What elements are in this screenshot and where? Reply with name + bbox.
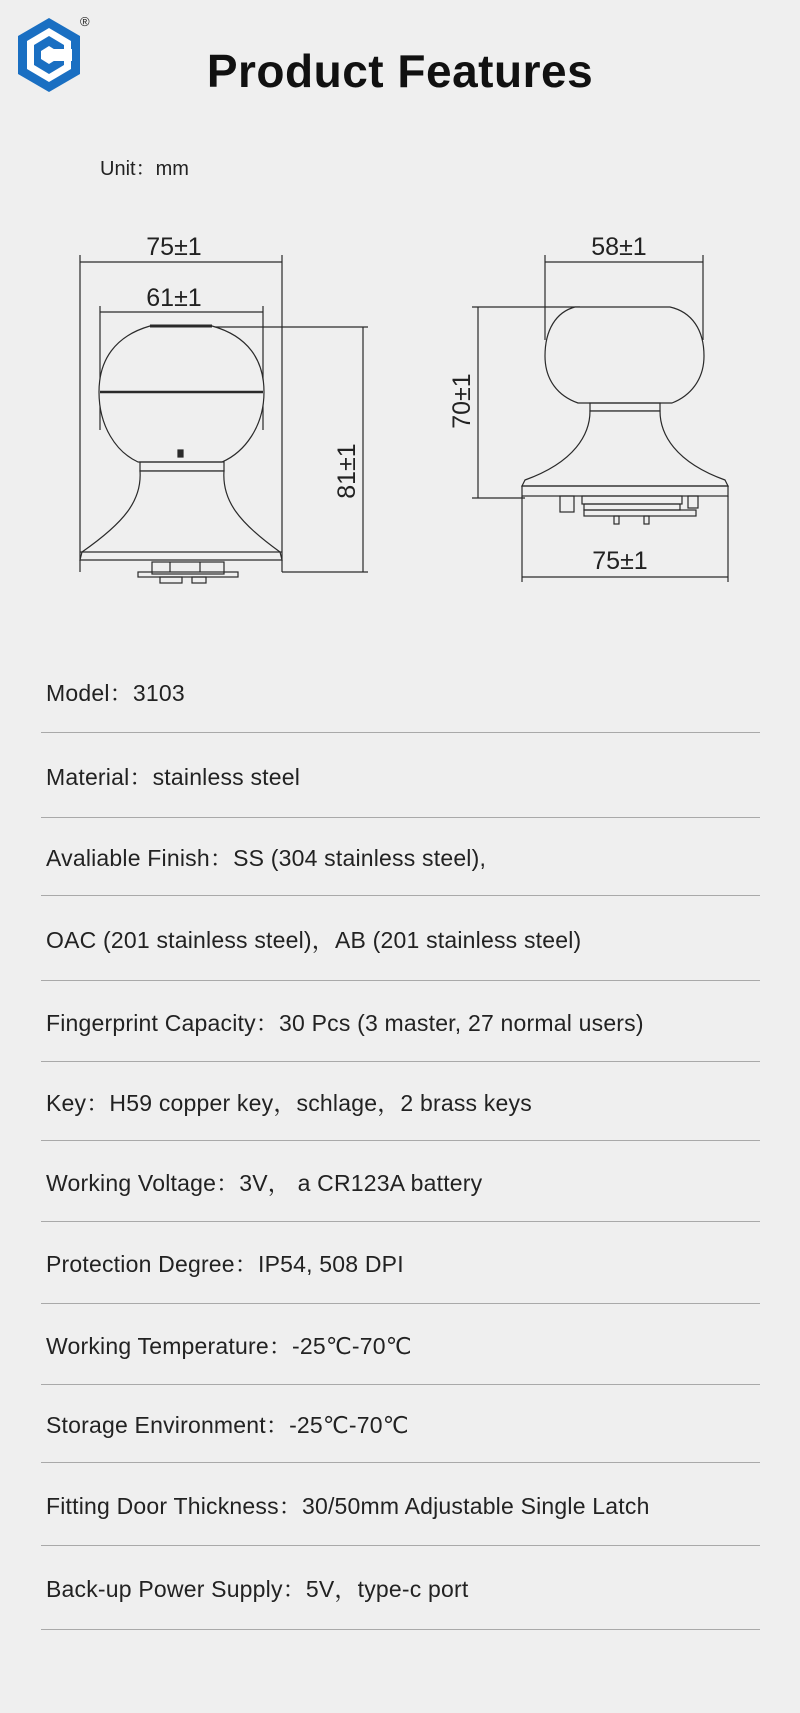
front-view-drawing [80,255,368,583]
spec-material: Material：stainless steel [41,733,760,818]
dim-front-ball-width: 61±1 [146,284,202,312]
spec-finish-continued: OAC (201 stainless steel)，AB (201 stainless steel) [41,896,760,981]
spec-key: Key：H59 copper key，schlage，2 brass keys [41,1062,760,1141]
spec-backup-power: Back-up Power Supply：5V，type-c port [41,1546,760,1630]
unit-label: Unit：mm [100,158,189,180]
side-view-drawing [472,255,728,582]
registered-mark: ® [80,14,90,29]
dim-side-ball-width: 58±1 [591,233,647,261]
spec-door-thickness: Fitting Door Thickness：30/50mm Adjustable Single Latch [41,1463,760,1546]
page-title: Product Features [206,45,594,97]
spec-finish: Avaliable Finish：SS (304 stainless steel), [41,818,760,896]
dim-front-height: 81±1 [333,443,361,499]
spec-fingerprint-capacity: Fingerprint Capacity：30 Pcs (3 master, 27 normal users) [41,981,760,1062]
spec-list [41,650,760,1630]
spec-model: Model：3103 [41,650,760,733]
dimension-drawing [0,200,800,620]
spec-working-temperature: Working Temperature：-25℃-70℃ [41,1304,760,1385]
dim-side-base-width: 75±1 [592,547,648,575]
dim-front-outer-width: 75±1 [146,233,202,261]
spec-working-voltage: Working Voltage：3V， a CR123A battery [41,1141,760,1222]
dim-side-height: 70±1 [448,373,476,429]
spec-storage-environment: Storage Environment：-25℃-70℃ [41,1385,760,1463]
spec-protection-degree: Protection Degree：IP54, 508 DPI [41,1222,760,1304]
